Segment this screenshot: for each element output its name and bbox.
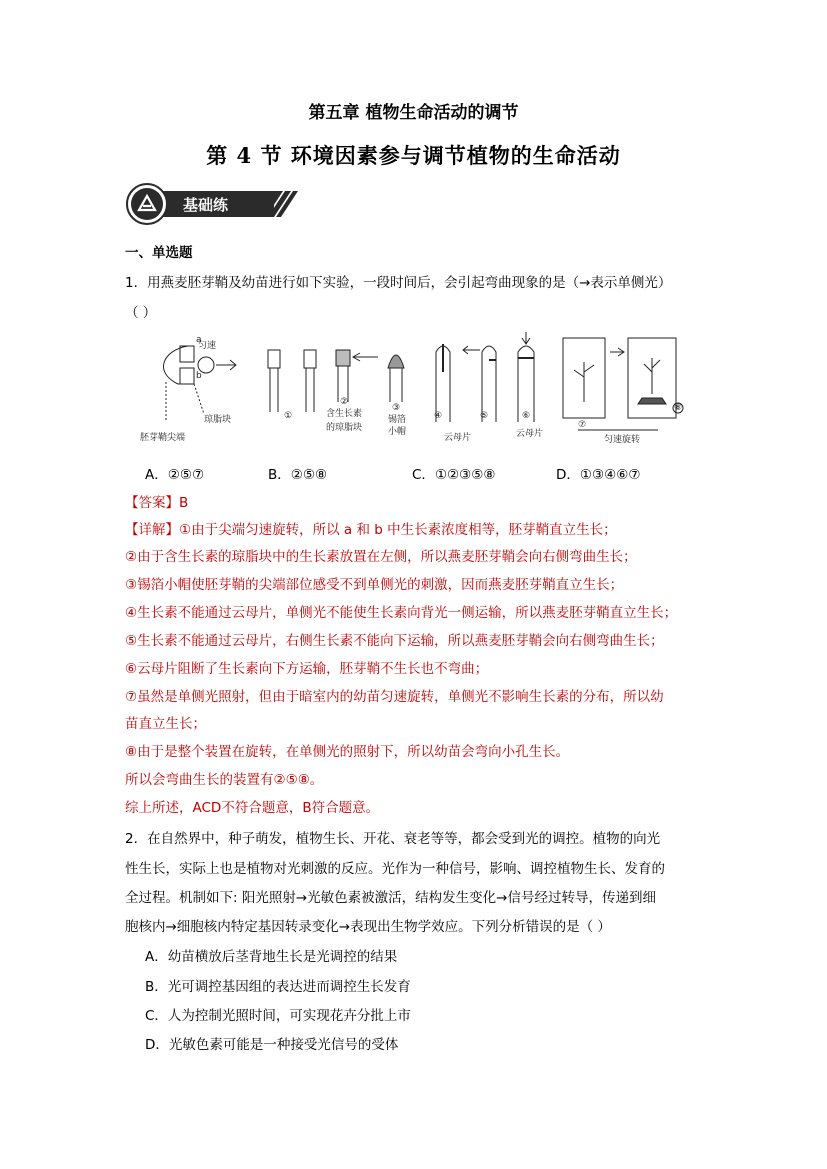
q1-option-d: D．①③④⑥⑦ bbox=[556, 467, 641, 483]
label-foil-2: 小帽 bbox=[388, 427, 407, 437]
q1-detail-line-7: ⑦虽然是单侧光照射，但由于暗室内的幼苗匀速旋转，单侧光不影响生长素的分布，所以幼 bbox=[125, 689, 664, 705]
label-mica-2: 云母片 bbox=[516, 429, 544, 439]
label-tip: 胚芽鞘尖端 bbox=[140, 433, 186, 443]
label-agar-block: 琼脂块 bbox=[204, 415, 232, 425]
label-n6: ⑥ bbox=[522, 411, 531, 421]
label-auxin-1: 含生长素 bbox=[326, 409, 363, 419]
q1-detail-line-2: ②由于含生长素的琼脂块中的生长素放置在左侧，所以燕麦胚芽鞘会向右侧弯曲生长； bbox=[125, 549, 637, 565]
label-n2: ② bbox=[340, 397, 349, 407]
banner-label: 基础练 bbox=[183, 196, 229, 214]
q2-option-c: C．人为控制光照时间，可实现花卉分批上市 bbox=[145, 1008, 411, 1024]
section-heading: 一、单选题 bbox=[125, 245, 193, 261]
q1-detail-line-9: ⑧由于是整个装置在旋转，在单侧光的照射下，所以幼苗会弯向小孔生长。 bbox=[125, 744, 570, 760]
label-n3: ③ bbox=[392, 403, 401, 413]
label-b: b bbox=[196, 371, 202, 381]
q1-detail-line-3: ③锡箔小帽使胚芽鞘的尖端部位感受不到单侧光的刺激，因而燕麦胚芽鞘直立生长； bbox=[125, 577, 624, 593]
q2-option-a: A．幼苗横放后茎背地生长是光调控的结果 bbox=[145, 949, 398, 965]
label-n1: ① bbox=[284, 411, 293, 421]
q1-stem-line1: 1．用燕麦胚芽鞘及幼苗进行如下实验，一段时间后，会引起弯曲现象的是（→表示单侧光） bbox=[125, 275, 672, 291]
basic-practice-banner bbox=[125, 183, 300, 225]
label-a: a bbox=[196, 335, 202, 345]
chapter-title: 第五章 植物生命活动的调节 bbox=[308, 103, 519, 123]
section-title: 第 4 节 环境因素参与调节植物的生命活动 bbox=[206, 143, 621, 168]
experiment-figure bbox=[138, 332, 693, 450]
label-rotate: 匀速旋转 bbox=[604, 435, 641, 445]
label-foil-1: 锡箔 bbox=[388, 415, 407, 425]
q2-option-d: D．光敏色素可能是一种接受光信号的受体 bbox=[145, 1037, 399, 1053]
q1-stem-line2: （ ） bbox=[125, 305, 157, 321]
q2-stem-line2: 性生长，实际上也是植物对光刺激的反应。光作为一种信号，影响、调控植物生长、发育的 bbox=[125, 861, 665, 877]
q1-option-b: B．②⑤⑧ bbox=[268, 467, 328, 483]
q1-detail-line-1: 【详解】①由于尖端匀速旋转，所以 a 和 b 中生长素浓度相等，胚芽鞘直立生长； bbox=[125, 522, 617, 538]
label-n7: ⑦ bbox=[578, 420, 587, 430]
q1-detail-line-4: ④生长素不能通过云母片，单侧光不能使生长素向背光一侧运输，所以燕麦胚芽鞘直立生长； bbox=[125, 605, 678, 621]
label-n5: ⑤ bbox=[480, 411, 489, 421]
q1-option-a: A．②⑤⑦ bbox=[145, 467, 205, 483]
q1-detail-line-5: ⑤生长素不能通过云母片，右侧生长素不能向下运输，所以燕麦胚芽鞘会向右侧弯曲生长； bbox=[125, 633, 664, 649]
q1-detail-line-10: 所以会弯曲生长的装置有②⑤⑧。 bbox=[125, 772, 324, 788]
q2-stem-line3: 全过程。机制如下: 阳光照射→光敏色素被激活，结构发生变化→信号经过转导，传递到细 bbox=[125, 890, 656, 906]
q1-option-c: C．①②③⑤⑧ bbox=[412, 467, 496, 483]
label-speed: 匀速 bbox=[198, 341, 217, 351]
q2-stem-line1: 2．在自然界中，种子萌发，植物生长、开花、衰老等等，都会受到光的调控。植物的向光 bbox=[125, 831, 661, 847]
q1-answer: 【答案】B bbox=[125, 495, 189, 511]
label-n4: ④ bbox=[434, 411, 443, 421]
label-auxin-2: 的琼脂块 bbox=[326, 423, 363, 433]
q1-detail-line-8: 苗直立生长； bbox=[125, 716, 206, 732]
q2-stem-line4: 胞核内→细胞核内特定基因转录变化→表现出生物学效应。下列分析错误的是（ ） bbox=[125, 919, 611, 935]
q2-option-b: B．光可调控基因组的表达进而调控生长发育 bbox=[145, 979, 411, 995]
label-n8: ⑧ bbox=[674, 403, 683, 413]
label-mica-1: 云母片 bbox=[444, 433, 472, 443]
q1-detail-line-11: 综上所述，ACD不符合题意，B符合题意。 bbox=[125, 800, 380, 816]
q1-detail-line-6: ⑥云母片阻断了生长素向下方运输，胚芽鞘不生长也不弯曲； bbox=[125, 661, 489, 677]
